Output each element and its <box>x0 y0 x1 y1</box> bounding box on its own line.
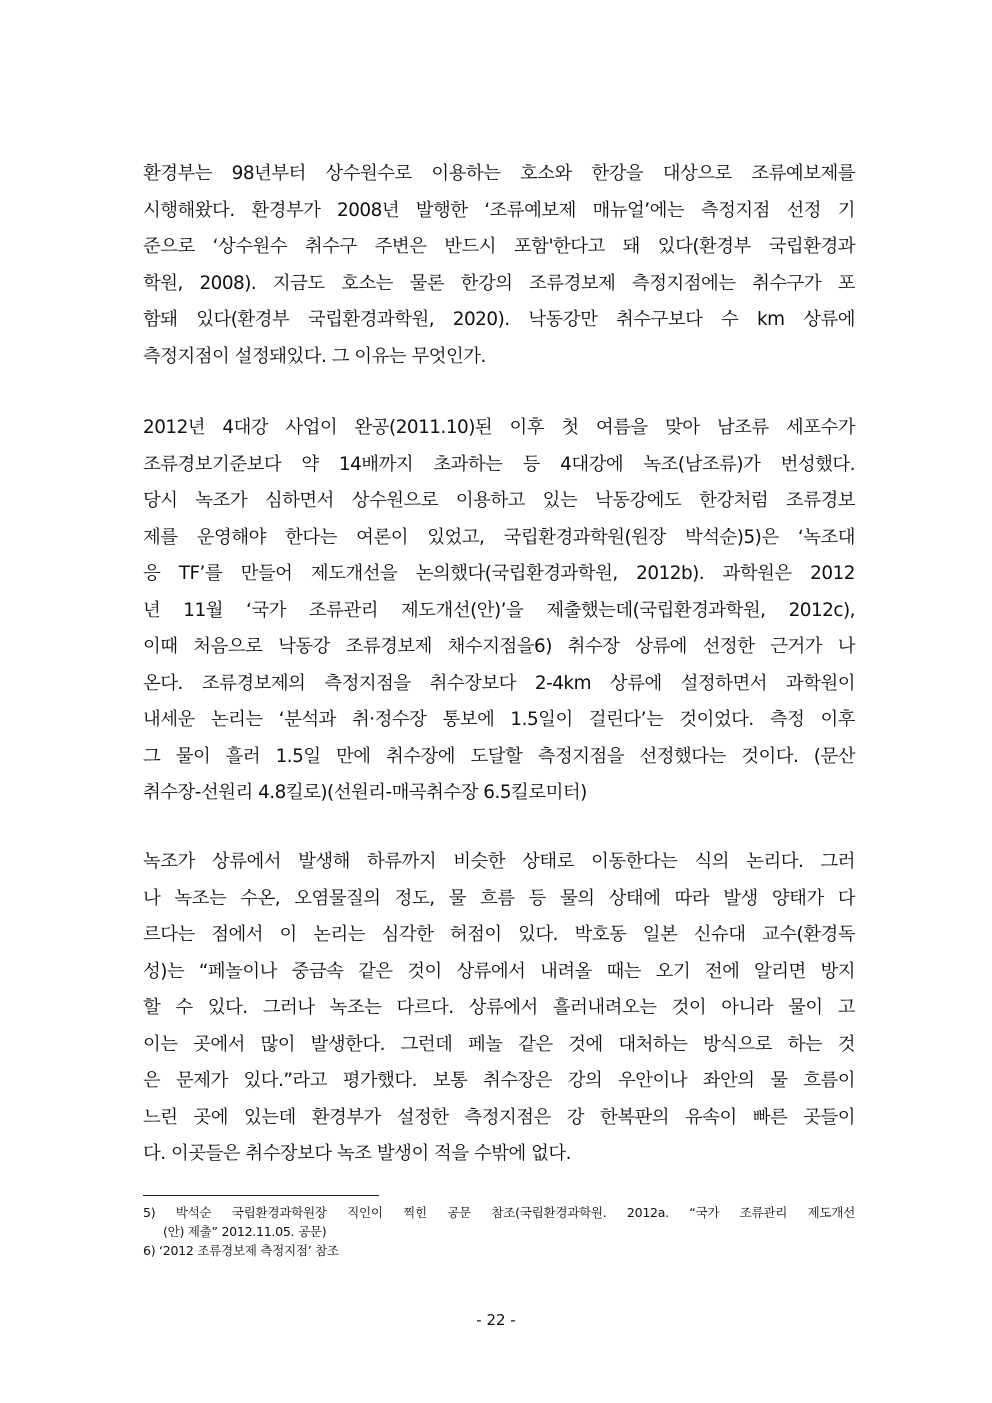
paragraph-line: 나 녹조는 수온, 오염물질의 정도, 물 흐름 등 물의 상태에 따라 발생 양태가 다 <box>143 887 855 909</box>
footnotes <box>143 1203 855 1260</box>
paragraph-line: 이때 처음으로 낙동강 조류경보제 채수지점을6) 취수장 상류에 선정한 근거가 나 <box>143 636 855 657</box>
paragraph-line: 조류경보기준보다 약 14배까지 초과하는 등 4대강에 녹조(남조류)가 번성했다. <box>143 453 855 475</box>
paragraph-line: 응 TF’를 만들어 제도개선을 논의했다(국립환경과학원, 2012b). 과학원은 2012 <box>143 563 855 584</box>
footnote-5-line-1: 5) 박석순 국립환경과학원장 직인이 찍힌 공문 참조(국립환경과학원. 2012a. “국가 조류관리 제도개선 <box>143 1205 855 1220</box>
paragraph-line: 당시 녹조가 심하면서 상수원으로 이용하고 있는 낙동강에도 한강처럼 조류경보 <box>143 490 855 511</box>
paragraph-line: 학원, 2008). 지금도 호소는 물론 한강의 조류경보제 측정지점에는 취수구가 포 <box>143 272 855 294</box>
page-number: - 22 - <box>476 1311 516 1329</box>
paragraph-line: 환경부는 98년부터 상수원수로 이용하는 호소와 한강을 대상으로 조류예보제를 <box>143 163 855 184</box>
paragraph-line: 함돼 있다(환경부 국립환경과학원, 2020). 낙동강만 취수구보다 수 km 상류에 <box>143 309 855 330</box>
paragraph-line: 다. 이곳들은 취수장보다 녹조 발생이 적을 수밖에 없다. <box>143 1143 571 1164</box>
paragraph-line: 이는 곳에서 많이 발생한다. 그런데 페놀 같은 것에 대처하는 방식으로 하는 것 <box>143 1033 855 1055</box>
paragraph-line: 내세운 논리는 ‘분석과 취·정수장 통보에 1.5일이 걸린다’는 것이었다. 측정 이후 <box>143 709 855 730</box>
paragraph-line: 느린 곳에 있는데 환경부가 설정한 측정지점은 강 한복판의 유속이 빠른 곳들이 <box>143 1106 855 1128</box>
paragraph-line: 제를 운영해야 한다는 여론이 있었고, 국립환경과학원(원장 박석순)5)은 ‘녹조대 <box>143 526 855 548</box>
paragraph-line: 온다. 조류경보제의 측정지점을 취수장보다 2-4km 상류에 설정하면서 과학원이 <box>143 672 855 694</box>
footnote-divider <box>143 1195 379 1196</box>
paragraph-line: 취수장-선원리 4.8킬로)(선원리-매곡취수장 6.5킬로미터) <box>143 782 587 803</box>
paragraph-line: 그 물이 흘러 1.5일 만에 취수장에 도달할 측정지점을 선정했다는 것이다. (문산 <box>143 745 855 767</box>
paragraph-line: 은 문제가 있다.”라고 평가했다. 보통 취수장은 강의 우안이나 좌안의 물 흐름이 <box>143 1070 855 1091</box>
paragraph-line: 녹조가 상류에서 발생해 하류까지 비슷한 상태로 이동한다는 식의 논리다. 그러 <box>143 851 855 872</box>
paragraph-line: 2012년 4대강 사업이 완공(2011.10)된 이후 첫 여름을 맞아 남조류 세포수가 <box>143 417 855 438</box>
footnote-6: 6) ‘2012 조류경보제 측정지점’ 참조 <box>143 1243 339 1258</box>
paragraph-line: 준으로 ‘상수원수 취수구 주변은 반드시 포함'한다고 돼 있다(환경부 국립환경과 <box>143 236 855 257</box>
paragraph-line: 년 11월 ‘국가 조류관리 제도개선(안)’을 제출했는데(국립환경과학원, 2012c), <box>143 599 855 621</box>
paragraph-line: 할 수 있다. 그러나 녹조는 다르다. 상류에서 흘러내려오는 것이 아니라 물이 고 <box>143 997 855 1018</box>
paragraph-line: 측정지점이 설정돼있다. 그 이유는 무엇인가. <box>143 345 486 367</box>
paragraph-line: 시행해왔다. 환경부가 2008년 발행한 ‘조류예보제 매뉴얼’에는 측정지점 선정 기 <box>143 199 855 221</box>
paragraph-algae-logic-critique <box>143 844 855 1173</box>
footnote-5-line-2: (안) 제출” 2012.11.05. 공문) <box>163 1224 327 1239</box>
paragraph-line: 르다는 점에서 이 논리는 심각한 허점이 있다. 박호동 일본 신슈대 교수(환경독 <box>143 924 855 945</box>
paragraph-algae-forecast-history <box>143 156 855 375</box>
paragraph-2012-four-rivers <box>143 410 855 812</box>
paragraph-line: 성)는 “페놀이나 중금속 같은 것이 상류에서 내려올 때는 오기 전에 알리면 방지 <box>143 960 855 982</box>
